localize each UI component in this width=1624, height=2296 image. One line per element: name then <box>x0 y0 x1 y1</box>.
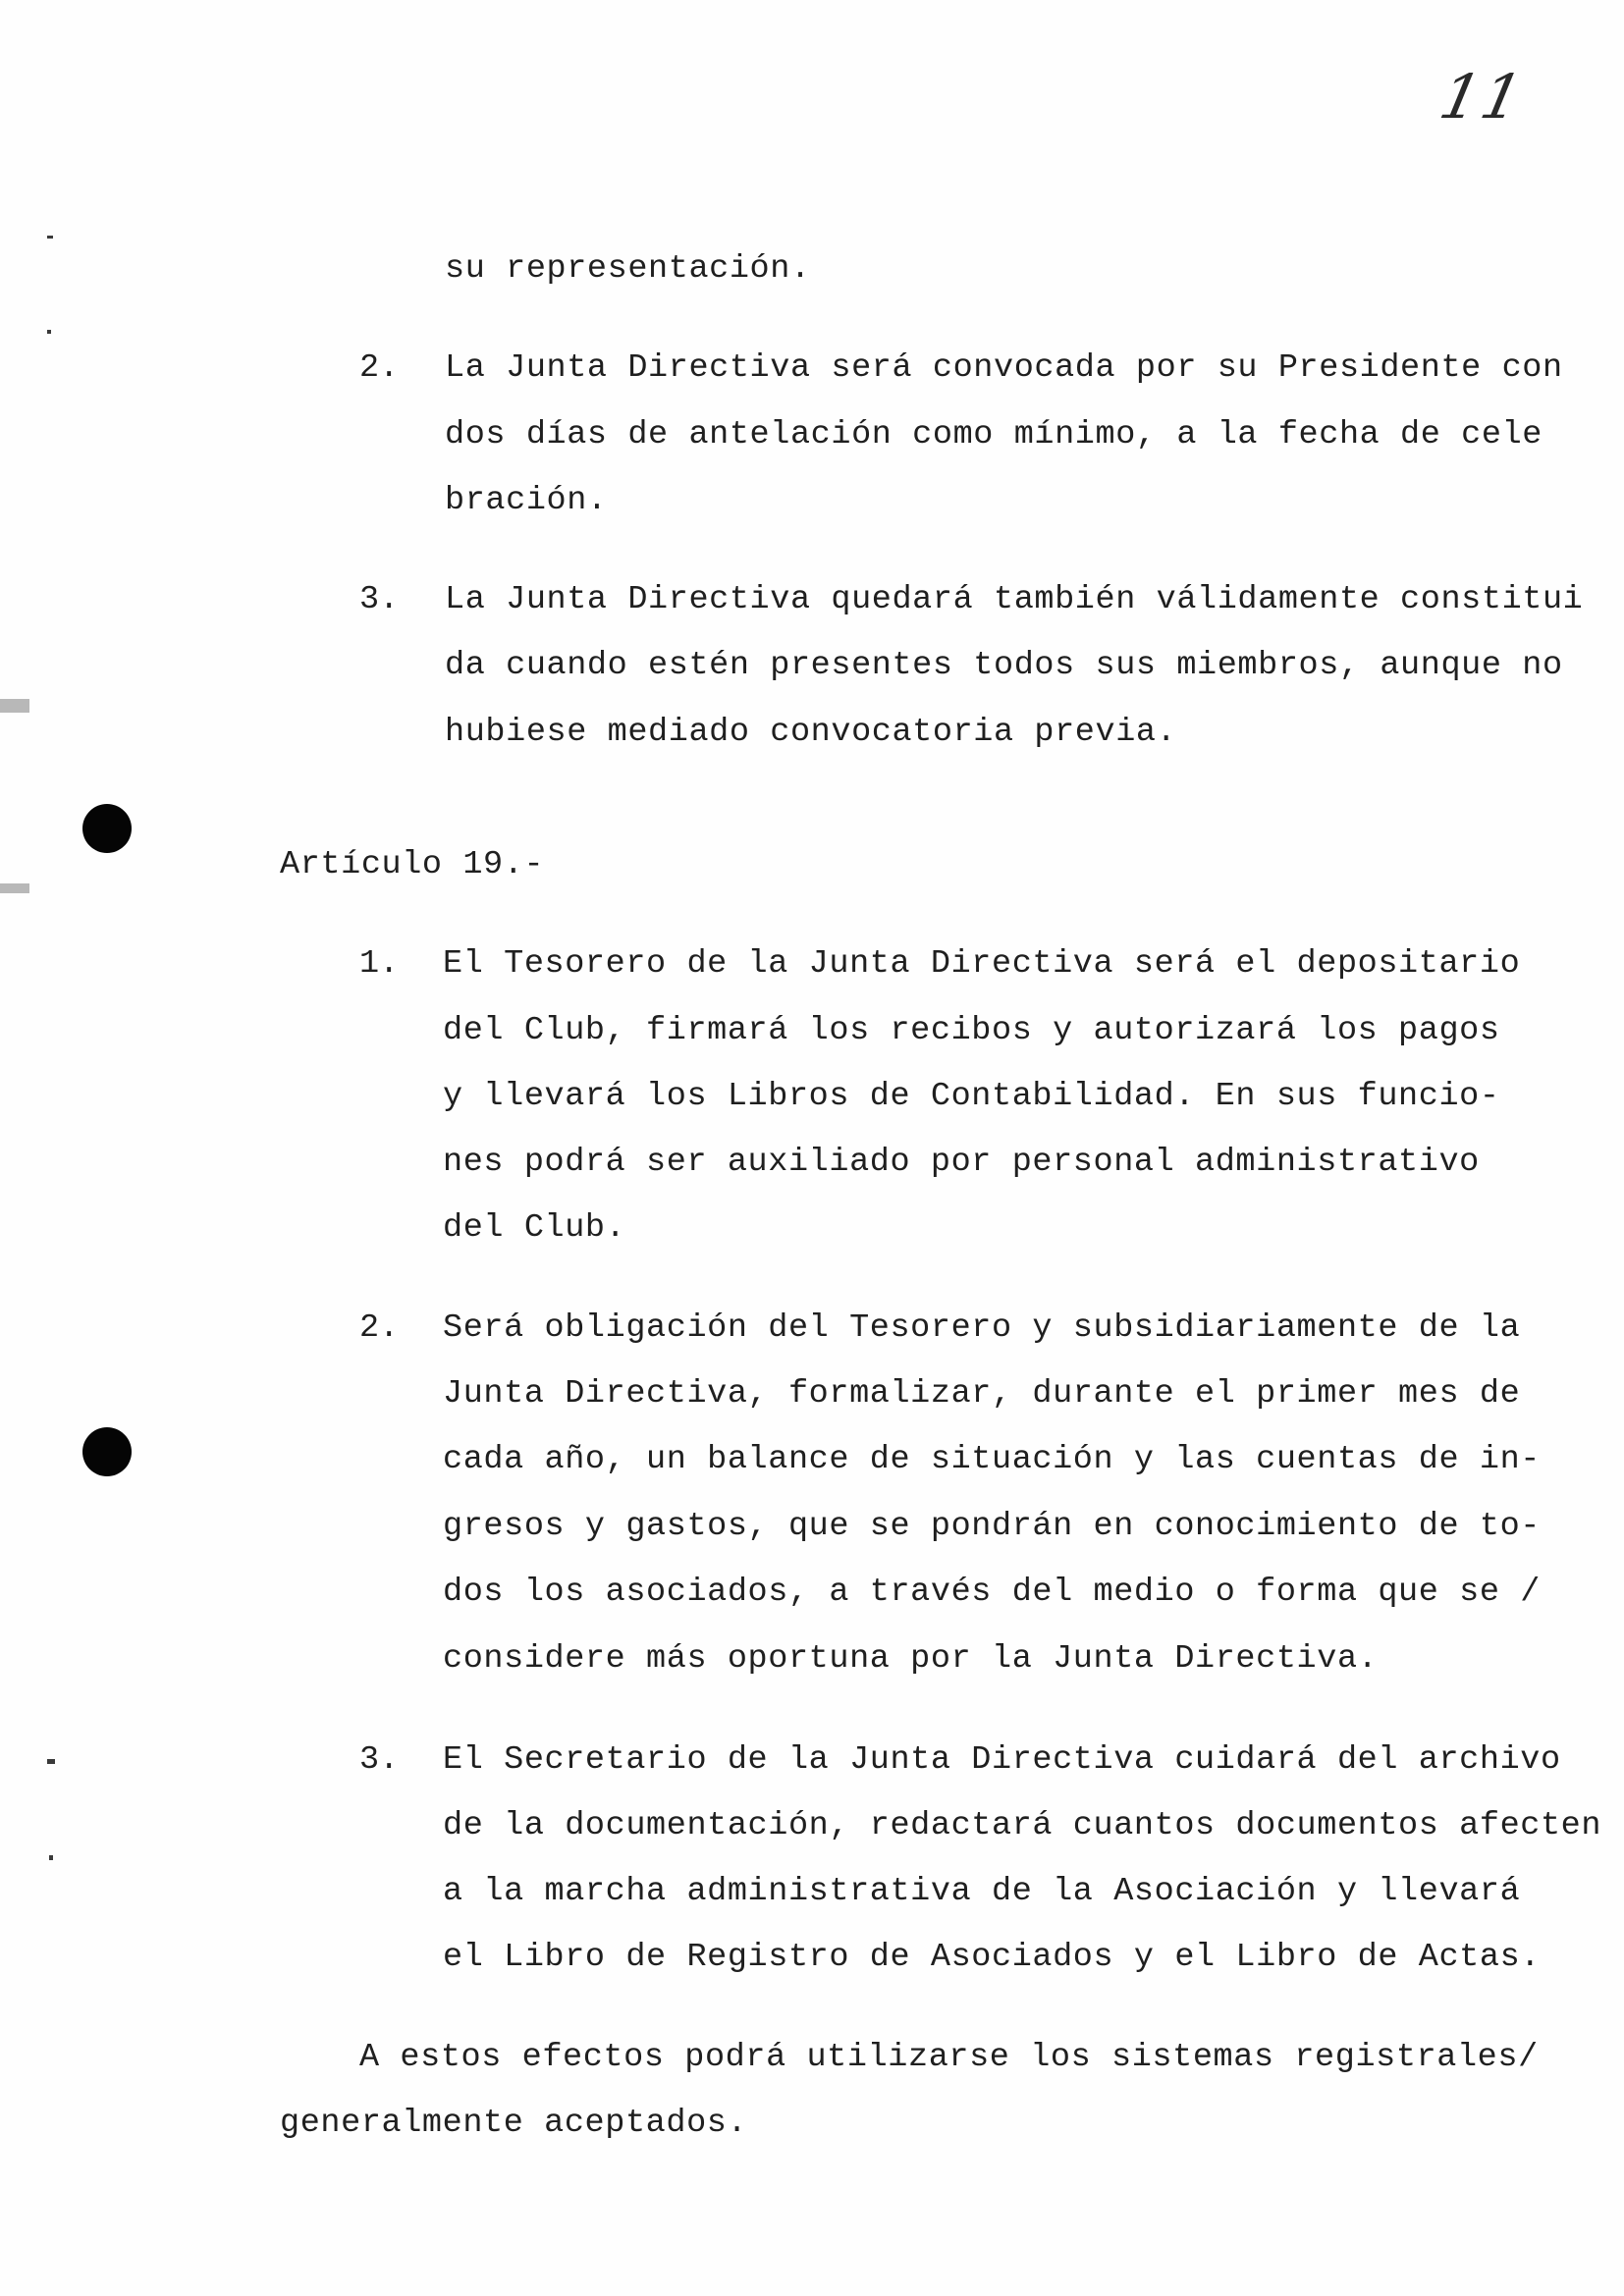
paragraph-line: a la marcha administrativa de la Asociación y llevará <box>443 1873 1521 1910</box>
page-number: 11 <box>1434 61 1531 133</box>
paragraph-line: Será obligación del Tesorero y subsidiariamente de la <box>443 1309 1521 1347</box>
paragraph-line: El Tesorero de la Junta Directiva será el depositario <box>443 945 1521 983</box>
item-number: 2. <box>359 349 400 387</box>
paragraph-line: y llevará los Libros de Contabilidad. En sus funcio- <box>443 1078 1500 1115</box>
item-number: 3. <box>359 581 400 618</box>
paragraph-line: El Secretario de la Junta Directiva cuidará del archivo <box>443 1741 1561 1779</box>
paragraph-line: dos días de antelación como mínimo, a la fecha de cele <box>445 416 1543 454</box>
scan-speck <box>47 236 53 239</box>
continuation-line: su representación. <box>445 250 811 288</box>
paragraph-line: el Libro de Registro de Asociados y el Libro de Actas. <box>443 1939 1541 1976</box>
item-number: 2. <box>359 1309 400 1347</box>
item-number: 3. <box>359 1741 400 1779</box>
paragraph-line: del Club, firmará los recibos y autorizará los pagos <box>443 1012 1500 1049</box>
paragraph-line: del Club. <box>443 1209 626 1247</box>
paragraph-line: cada año, un balance de situación y las cuentas de in- <box>443 1441 1541 1478</box>
scan-edge-mark <box>0 699 29 713</box>
scan-edge-mark <box>0 883 29 893</box>
paragraph-line: nes podrá ser auxiliado por personal administrativo <box>443 1144 1480 1181</box>
scan-speck <box>49 1855 53 1860</box>
paragraph-line: generalmente aceptados. <box>280 2105 748 2142</box>
paragraph-line: gresos y gastos, que se pondrán en conocimiento de to- <box>443 1508 1541 1545</box>
punch-hole <box>82 1427 132 1476</box>
paragraph-line: hubiese mediado convocatoria previa. <box>445 714 1177 751</box>
punch-hole <box>82 804 132 853</box>
article-heading: Artículo 19.- <box>280 846 545 883</box>
paragraph-line: dos los asociados, a través del medio o forma que se / <box>443 1574 1541 1611</box>
paragraph-line: La Junta Directiva será convocada por su Presidente con <box>445 349 1563 387</box>
paragraph-line: de la documentación, redactará cuantos documentos afecten <box>443 1807 1602 1844</box>
paragraph-line: considere más oportuna por la Junta Directiva. <box>443 1640 1379 1678</box>
scan-speck <box>47 1759 55 1764</box>
paragraph-line: A estos efectos podrá utilizarse los sistemas registrales/ <box>359 2039 1539 2076</box>
paragraph-line: da cuando estén presentes todos sus miembros, aunque no <box>445 647 1563 684</box>
paragraph-line: Junta Directiva, formalizar, durante el primer mes de <box>443 1375 1521 1413</box>
scan-speck <box>47 330 51 334</box>
paragraph-line: La Junta Directiva quedará también válidamente constitui <box>445 581 1584 618</box>
paragraph-line: bración. <box>445 482 608 519</box>
item-number: 1. <box>359 945 400 983</box>
